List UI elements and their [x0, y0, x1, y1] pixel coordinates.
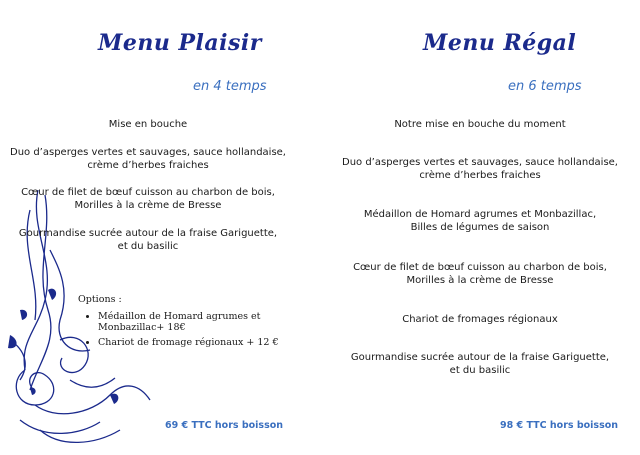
- option-item: • Chariot de fromage régionaux + 12 €: [98, 337, 320, 348]
- course-line: crème d’herbes fraiches: [87, 160, 209, 171]
- course-line: Médaillon de Homard agrumes et Monbazillac,: [363, 209, 597, 220]
- course-line: Gourmandise sucrée autour de la fraise Gariguette,: [18, 228, 278, 239]
- option-item: • Médaillon de Homard agrumes et Monbazillac+ 18€: [98, 311, 320, 333]
- course-item: [0, 146, 296, 172]
- course-item: [320, 313, 640, 326]
- options-title: Options :: [78, 294, 122, 305]
- course-line: et du basilic: [117, 241, 179, 252]
- course-line: Duo d’asperges vertes et sauvages, sauce hollandaise,: [10, 147, 286, 158]
- options-block: [78, 294, 320, 352]
- course-item: [320, 156, 640, 182]
- course-line: Gourmandise sucrée autour de la fraise Gariguette,: [350, 352, 610, 363]
- course-item: [320, 208, 640, 234]
- course-line: et du basilic: [449, 365, 511, 376]
- course-line: Cœur de filet de bœuf cuisson au charbon de bois,: [353, 262, 607, 273]
- menu-subtitle: en 4 temps: [193, 79, 267, 94]
- course-item: [0, 186, 296, 212]
- menu-price: 69 € TTC hors boisson: [165, 420, 284, 431]
- course-item: [0, 118, 296, 131]
- course-line: Morilles à la crème de Bresse: [406, 275, 554, 286]
- menu-price: 98 € TTC hors boisson: [500, 420, 619, 431]
- course-line: Chariot de fromages régionaux: [402, 314, 558, 325]
- course-line: Duo d’asperges vertes et sauvages, sauce hollandaise,: [342, 157, 618, 168]
- course-item: [320, 261, 640, 287]
- course-line: Notre mise en bouche du moment: [394, 119, 566, 130]
- course-line: crème d’herbes fraiches: [419, 170, 541, 181]
- course-item: [320, 351, 640, 377]
- menu-title: Menu Plaisir: [98, 30, 262, 56]
- course-line: Mise en bouche: [108, 119, 188, 130]
- menu-subtitle: en 6 temps: [508, 79, 582, 94]
- course-item: [0, 227, 296, 253]
- options-list: [78, 311, 320, 348]
- menu-regal-column: [320, 0, 640, 455]
- menu-title: Menu Régal: [423, 30, 577, 56]
- course-line: Billes de légumes de saison: [410, 222, 550, 233]
- course-line: Morilles à la crème de Bresse: [74, 200, 222, 211]
- course-item: [320, 118, 640, 131]
- course-line: Cœur de filet de bœuf cuisson au charbon de bois,: [21, 187, 275, 198]
